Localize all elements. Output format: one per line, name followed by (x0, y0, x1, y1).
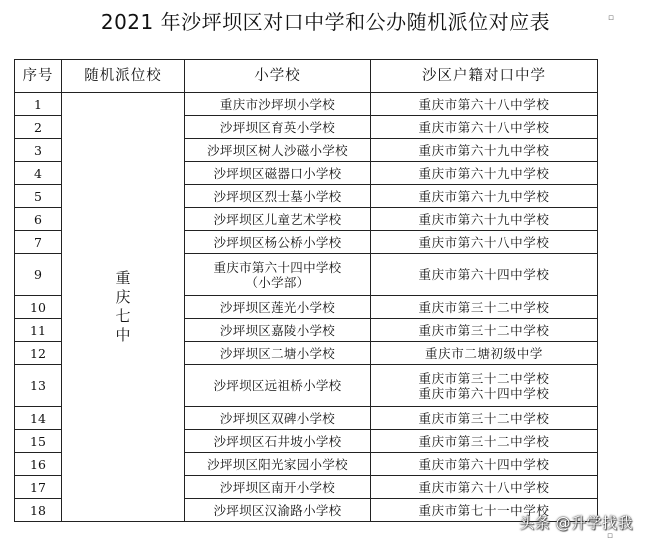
middle-school-name: 重庆市第六十九中学校 (418, 211, 550, 227)
row-index: 18 (15, 499, 62, 522)
primary-school-cell (185, 93, 371, 116)
primary-school-name: 沙坪坝区育英小学校 (219, 119, 336, 135)
district-middle-cell (371, 208, 598, 231)
primary-school-cell (185, 499, 371, 522)
middle-school-name: 重庆市第六十八中学校 (418, 479, 550, 495)
district-middle-cell (371, 430, 598, 453)
primary-school-name: （小学部） (245, 274, 310, 290)
district-middle-cell (371, 453, 598, 476)
table-header-row (15, 60, 598, 93)
primary-school-cell (185, 116, 371, 139)
primary-school-cell (185, 342, 371, 365)
primary-school-cell (185, 430, 371, 453)
row-index: 7 (15, 231, 62, 254)
district-middle-cell (371, 342, 598, 365)
header-district-middle: 沙区户籍对口中学 (371, 60, 598, 93)
row-index: 9 (15, 254, 62, 296)
primary-school-cell (185, 231, 371, 254)
row-index: 1 (15, 93, 62, 116)
school-mapping-table (14, 59, 598, 522)
page-title: 2021 年沙坪坝区对口中学和公办随机派位对应表 (100, 10, 551, 34)
primary-school-cell (185, 365, 371, 407)
primary-school-name: 沙坪坝区儿童艺术学校 (213, 211, 342, 227)
middle-school-name: 重庆市第六十八中学校 (418, 234, 550, 250)
primary-school-name: 沙坪坝区杨公桥小学校 (213, 234, 342, 250)
district-middle-cell (371, 296, 598, 319)
header-lottery-school: 随机派位校 (62, 60, 185, 93)
district-middle-cell (371, 319, 598, 342)
primary-school-cell (185, 476, 371, 499)
primary-school-name: 沙坪坝区嘉陵小学校 (219, 322, 336, 338)
district-middle-cell (371, 116, 598, 139)
row-index: 10 (15, 296, 62, 319)
primary-school-cell (185, 319, 371, 342)
district-middle-cell (371, 365, 598, 407)
primary-school-name: 沙坪坝区远祖桥小学校 (213, 378, 342, 393)
district-middle-cell (371, 476, 598, 499)
primary-school-name: 沙坪坝区双碑小学校 (219, 410, 336, 426)
middle-school-name: 重庆市第三十二中学校 (418, 370, 550, 386)
district-middle-cell (371, 93, 598, 116)
primary-school-name: 沙坪坝区树人沙磁小学校 (207, 142, 348, 158)
district-middle-cell (371, 254, 598, 296)
middle-school-name: 重庆市第六十八中学校 (418, 96, 550, 112)
row-index: 15 (15, 430, 62, 453)
primary-school-cell (185, 254, 371, 296)
cell-marker-icon: ▫ (607, 13, 614, 23)
middle-school-name: 重庆市二塘初级中学 (425, 345, 543, 361)
primary-school-name: 沙坪坝区石井坡小学校 (213, 433, 342, 449)
cell-marker-icon: ▫ (606, 531, 613, 541)
lottery-school-value: 重庆七中 (115, 269, 131, 344)
middle-school-name: 重庆市第七十一中学校 (418, 502, 550, 518)
lottery-school-cell (62, 93, 185, 522)
district-middle-cell (371, 407, 598, 430)
header-primary-school: 小学校 (185, 60, 371, 93)
row-index: 6 (15, 208, 62, 231)
primary-school-cell (185, 296, 371, 319)
table-body (15, 93, 598, 522)
middle-school-name: 重庆市第三十二中学校 (418, 299, 550, 315)
row-index: 11 (15, 319, 62, 342)
district-middle-cell (371, 139, 598, 162)
middle-school-name: 重庆市第六十四中学校 (418, 385, 550, 401)
row-index: 12 (15, 342, 62, 365)
primary-school-name: 沙坪坝区南开小学校 (219, 479, 336, 495)
watermark: 头条 @升学找我 (519, 514, 633, 532)
district-middle-cell (371, 162, 598, 185)
row-index: 3 (15, 139, 62, 162)
middle-school-name: 重庆市第三十二中学校 (418, 433, 550, 449)
middle-school-name: 重庆市第六十九中学校 (418, 188, 550, 204)
row-index: 13 (15, 365, 62, 407)
primary-school-cell (185, 185, 371, 208)
district-middle-cell (371, 185, 598, 208)
primary-school-name: 沙坪坝区二塘小学校 (219, 345, 336, 361)
row-index: 17 (15, 476, 62, 499)
middle-school-name: 重庆市第六十九中学校 (418, 165, 550, 181)
primary-school-name: 沙坪坝区磁器口小学校 (213, 165, 342, 181)
primary-school-name: 沙坪坝区烈士墓小学校 (213, 188, 342, 204)
middle-school-name: 重庆市第六十四中学校 (418, 267, 550, 282)
district-middle-cell (371, 231, 598, 254)
primary-school-cell (185, 453, 371, 476)
primary-school-name: 沙坪坝区汉渝路小学校 (213, 502, 342, 518)
primary-school-cell (185, 162, 371, 185)
row-index: 14 (15, 407, 62, 430)
row-index: 16 (15, 453, 62, 476)
middle-school-name: 重庆市第六十四中学校 (418, 456, 550, 472)
primary-school-cell (185, 139, 371, 162)
middle-school-name: 重庆市第六十九中学校 (418, 142, 550, 158)
middle-school-name: 重庆市第三十二中学校 (418, 410, 550, 426)
primary-school-name: 重庆市沙坪坝小学校 (219, 96, 336, 112)
primary-school-cell (185, 208, 371, 231)
header-index: 序号 (15, 60, 62, 93)
middle-school-name: 重庆市第六十八中学校 (418, 119, 550, 135)
primary-school-name: 沙坪坝区阳光家园小学校 (207, 456, 348, 472)
row-index: 4 (15, 162, 62, 185)
row-index: 2 (15, 116, 62, 139)
primary-school-name: 沙坪坝区莲光小学校 (219, 299, 336, 315)
middle-school-name: 重庆市第三十二中学校 (418, 322, 550, 338)
table-row (15, 93, 598, 116)
primary-school-cell (185, 407, 371, 430)
row-index: 5 (15, 185, 62, 208)
primary-school-name: 重庆市第六十四中学校 (213, 259, 342, 275)
